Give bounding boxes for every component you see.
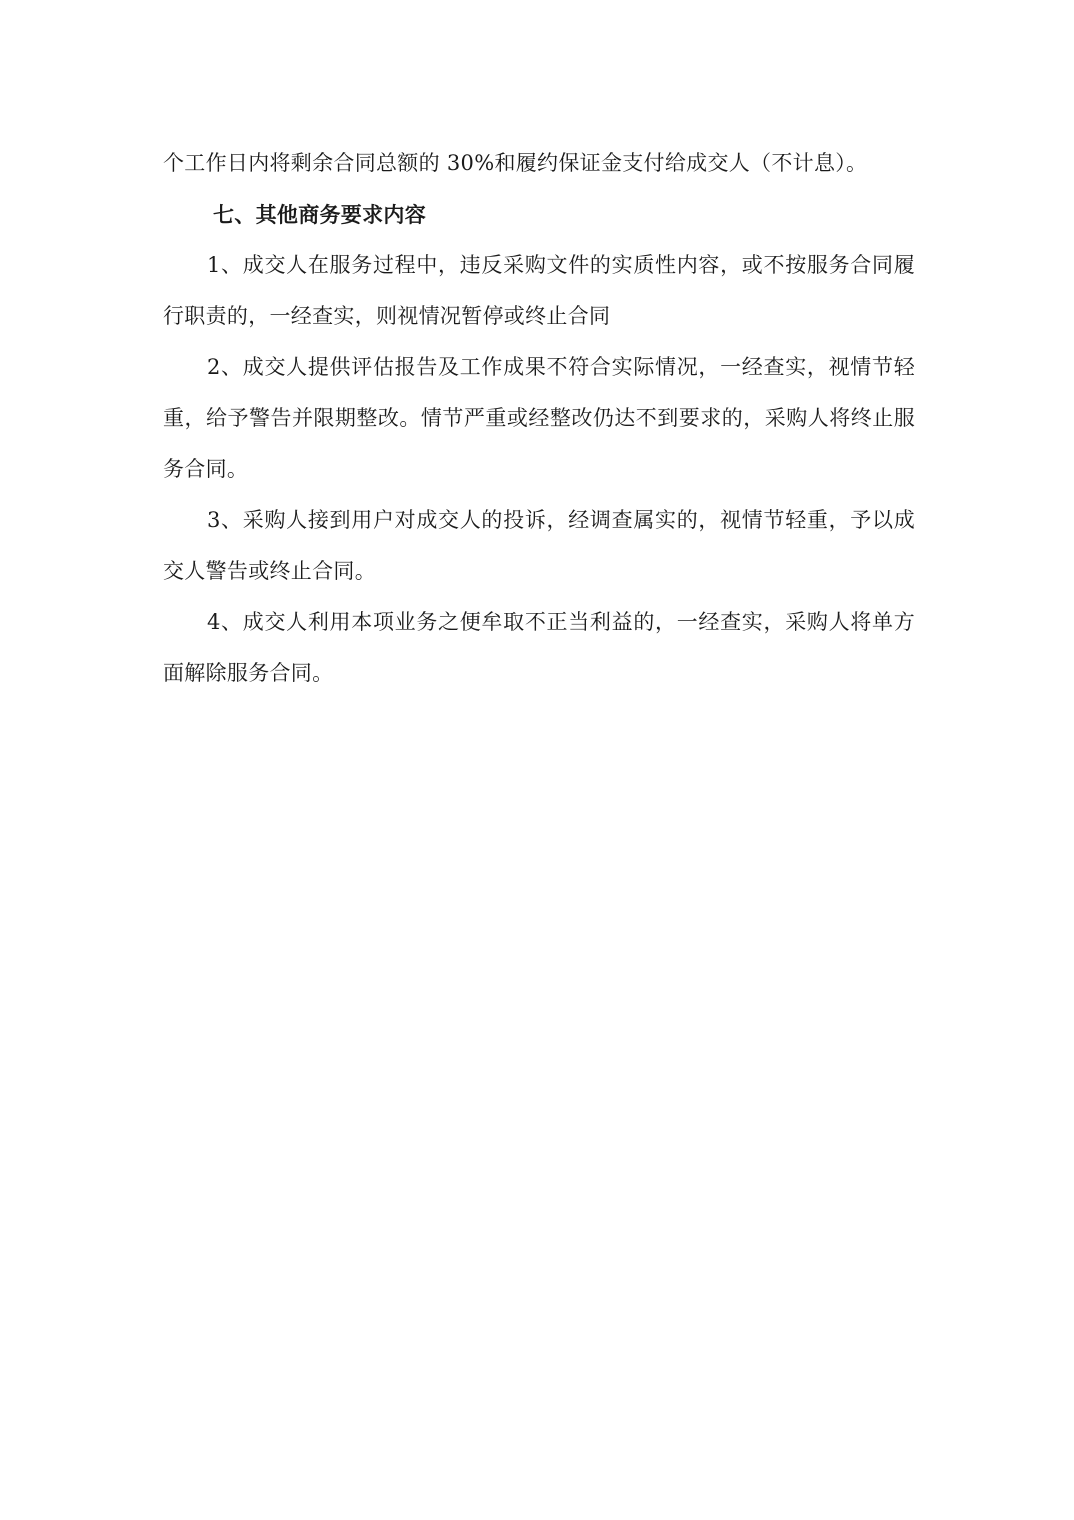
document-body — [163, 138, 915, 699]
clause-3: 3、采购人接到用户对成交人的投诉，经调查属实的，视情节轻重，予以成交人警告或终止合同。 — [163, 508, 915, 583]
clause-4: 4、成交人利用本项业务之便牟取不正当利益的，一经查实，采购人将单方面解除服务合同。 — [163, 610, 915, 685]
continuation-paragraph: 个工作日内将剩余合同总额的 30%和履约保证金支付给成交人（不计息）。 — [163, 151, 868, 175]
section-heading: 七、其他商务要求内容 — [213, 202, 426, 227]
clause-1: 1、成交人在服务过程中，违反采购文件的实质性内容，或不按服务合同履行职责的，一经查实，则视情况暂停或终止合同 — [163, 253, 915, 328]
clause-2: 2、成交人提供评估报告及工作成果不符合实际情况，一经查实，视情节轻重，给予警告并限期整改。情节严重或经整改仍达不到要求的，采购人将终止服务合同。 — [163, 355, 915, 481]
